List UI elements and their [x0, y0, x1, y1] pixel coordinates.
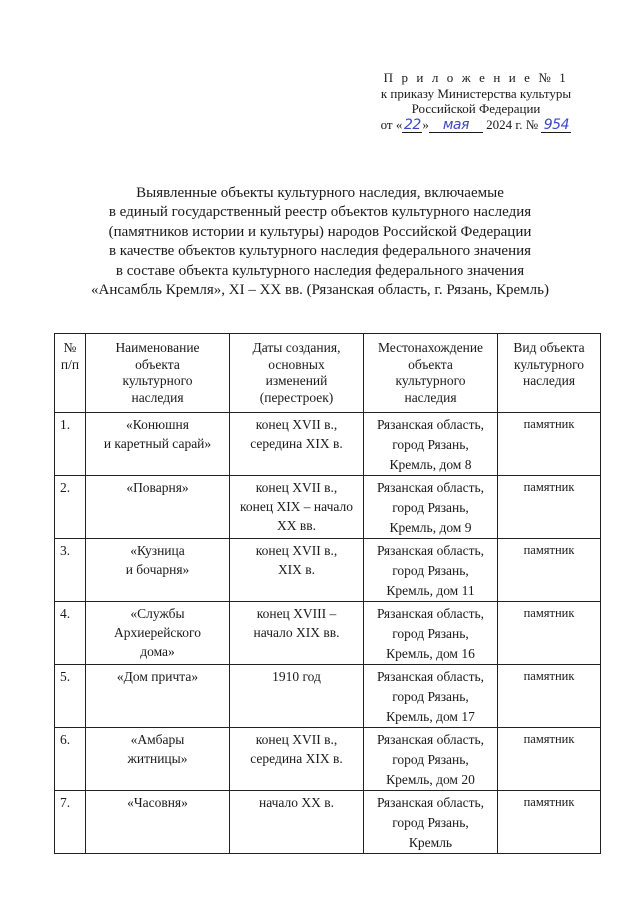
cell-dates — [230, 602, 364, 665]
table-row — [55, 728, 601, 791]
cell-location-line: Кремль, дом 16 — [386, 646, 475, 661]
cell-location-line: Рязанская область, — [376, 480, 485, 495]
cell-dates-line: конец XVII в., — [255, 732, 338, 747]
cell-number: 4. — [55, 602, 86, 665]
cell-name — [86, 539, 230, 602]
appendix-title: П р и л о ж е н и е № 1 — [383, 70, 569, 85]
header-dates-line: изменений — [265, 373, 328, 388]
cell-name-line: «Кузница — [130, 543, 185, 558]
appendix-ministry: Российской Федерации — [411, 101, 541, 116]
appendix-date-line — [360, 117, 592, 133]
heading-line-3: (памятников истории и культуры) народов Российской Федерации — [108, 223, 532, 240]
cell-dates — [230, 665, 364, 728]
cell-dates — [230, 728, 364, 791]
cell-name — [86, 476, 230, 539]
cell-dates-line: XX вв. — [277, 518, 316, 533]
cell-location-line: город Рязань, — [392, 689, 469, 704]
cell-name — [86, 602, 230, 665]
cell-dates — [230, 539, 364, 602]
cell-kind: памятник — [498, 413, 601, 476]
heading-line-2: в единый государственный реестр объектов культурного наследия — [108, 204, 532, 221]
handwritten-day: 22 — [403, 116, 421, 133]
header-number-line: п/п — [60, 356, 80, 372]
document-heading — [60, 184, 580, 300]
header-kind-line: наследия — [522, 373, 576, 388]
cell-dates-line: середина XIX в. — [250, 751, 343, 766]
table-header-row — [55, 334, 601, 413]
handwritten-order-number: 954 — [543, 116, 569, 133]
header-name-line: объекта — [135, 356, 180, 372]
cell-location-line: город Рязань, — [392, 626, 469, 641]
header-name-line: наследия — [131, 389, 184, 405]
cell-kind: памятник — [498, 539, 601, 602]
cell-name — [86, 728, 230, 791]
cell-location-line: Кремль, дом 17 — [386, 709, 475, 724]
cell-location — [364, 476, 498, 539]
header-dates-line: (перестроек) — [259, 389, 334, 405]
header-name-line: культурного — [122, 373, 193, 388]
cell-number: 7. — [55, 791, 86, 854]
date-suffix: 2024 г. № — [482, 116, 542, 132]
cell-location-line: Рязанская область, — [376, 732, 485, 747]
table-row — [55, 602, 601, 665]
cell-name-line: «Службы — [130, 606, 185, 621]
header-kind-line: культурного — [513, 356, 585, 372]
cell-name-line: дома» — [140, 644, 175, 659]
cell-name-line: и каретный сарай» — [103, 436, 212, 451]
cell-location-line: Рязанская область, — [376, 543, 485, 558]
header-number-line: № — [63, 340, 77, 355]
cell-location-line: город Рязань, — [392, 815, 469, 830]
cell-dates-line: 1910 год — [272, 669, 321, 684]
table-row — [55, 539, 601, 602]
cell-dates-line: начало XX в. — [258, 795, 335, 810]
header-location-line: культурного — [395, 373, 466, 388]
cell-dates-line: конец XVII в., — [255, 480, 338, 495]
cell-location-line: Рязанская область, — [376, 417, 485, 432]
appendix-order-reference: к приказу Министерства культуры — [380, 85, 572, 101]
header-number — [55, 334, 86, 413]
cell-location — [364, 728, 498, 791]
cell-dates-line: конец XVIII – — [256, 606, 337, 621]
cell-name-line: «Поварня» — [126, 480, 189, 495]
cell-kind: памятник — [498, 665, 601, 728]
cell-location-line: город Рязань, — [392, 500, 469, 515]
cell-location — [364, 602, 498, 665]
cell-location-line: Рязанская область, — [376, 795, 485, 810]
cell-name — [86, 791, 230, 854]
header-dates-line: Даты создания, — [252, 340, 341, 355]
cell-dates — [230, 413, 364, 476]
date-prefix: от « — [380, 116, 403, 132]
heading-line-4: в качестве объектов культурного наследия федерального значения — [108, 243, 532, 260]
cell-kind: памятник — [498, 476, 601, 539]
cell-number: 5. — [55, 665, 86, 728]
header-name-line: Наименование — [115, 340, 200, 355]
cell-number: 2. — [55, 476, 86, 539]
cell-name-line: и бочарня» — [125, 562, 190, 577]
table-row — [55, 791, 601, 854]
cell-dates — [230, 476, 364, 539]
cell-dates-line: середина XIX в. — [250, 436, 343, 451]
header-dates — [230, 334, 364, 413]
cell-location — [364, 413, 498, 476]
table-row — [55, 476, 601, 539]
appendix-header — [360, 70, 592, 133]
cell-location-line: Кремль, дом 9 — [389, 520, 472, 535]
cell-location — [364, 791, 498, 854]
header-location — [364, 334, 498, 413]
header-location-line: Местонахождение — [377, 340, 484, 355]
heading-line-5: в составе объекта культурного наследия федерального значения — [115, 262, 525, 279]
cell-number: 1. — [55, 413, 86, 476]
cell-name-line: «Конюшня — [126, 417, 189, 432]
cell-name-line: «Дом причта» — [116, 669, 199, 684]
cell-name-line: «Амбары — [130, 732, 185, 747]
header-kind — [498, 334, 601, 413]
cell-location-line: город Рязань, — [392, 563, 469, 578]
cell-dates-line: конец XVII в., — [255, 417, 338, 432]
cell-dates — [230, 791, 364, 854]
cell-location-line: Кремль, дом 11 — [386, 583, 475, 598]
header-location-line: наследия — [404, 389, 457, 405]
cell-location-line: город Рязань, — [392, 437, 469, 452]
cell-name-line: «Часовня» — [127, 795, 188, 810]
cell-location-line: Рязанская область, — [376, 669, 485, 684]
date-mid: » — [422, 116, 429, 132]
heritage-objects-table — [54, 333, 601, 854]
cell-location-line: Кремль, дом 20 — [386, 772, 475, 787]
table-row — [55, 413, 601, 476]
heading-line-6: «Ансамбль Кремля», XI – XX вв. (Рязанская область, г. Рязань, Кремль) — [91, 282, 549, 299]
cell-kind: памятник — [498, 602, 601, 665]
cell-location-line: город Рязань, — [392, 752, 469, 767]
cell-number: 3. — [55, 539, 86, 602]
cell-number: 6. — [55, 728, 86, 791]
cell-name-line: Архиерейского — [114, 625, 201, 640]
handwritten-month: мая — [442, 116, 469, 133]
cell-name — [86, 413, 230, 476]
cell-name-line: житницы» — [127, 751, 188, 766]
cell-location — [364, 665, 498, 728]
heading-line-1: Выявленные объекты культурного наследия, включаемые — [136, 185, 504, 201]
cell-dates-line: конец XVII в., — [255, 543, 338, 558]
header-location-line: объекта — [408, 356, 453, 372]
cell-location — [364, 539, 498, 602]
cell-location-line: Рязанская область, — [376, 606, 485, 621]
cell-name — [86, 665, 230, 728]
header-dates-line: основных — [268, 356, 325, 372]
cell-dates-line: начало XIX вв. — [253, 625, 340, 640]
cell-kind: памятник — [498, 728, 601, 791]
cell-location-line: Кремль — [408, 835, 453, 850]
header-name — [86, 334, 230, 413]
cell-dates-line: XIX в. — [277, 562, 316, 577]
cell-dates-line: конец XIX – начало — [240, 499, 353, 514]
table-row — [55, 665, 601, 728]
header-kind-line: Вид объекта — [513, 340, 585, 355]
cell-location-line: Кремль, дом 8 — [389, 457, 472, 472]
cell-kind: памятник — [498, 791, 601, 854]
